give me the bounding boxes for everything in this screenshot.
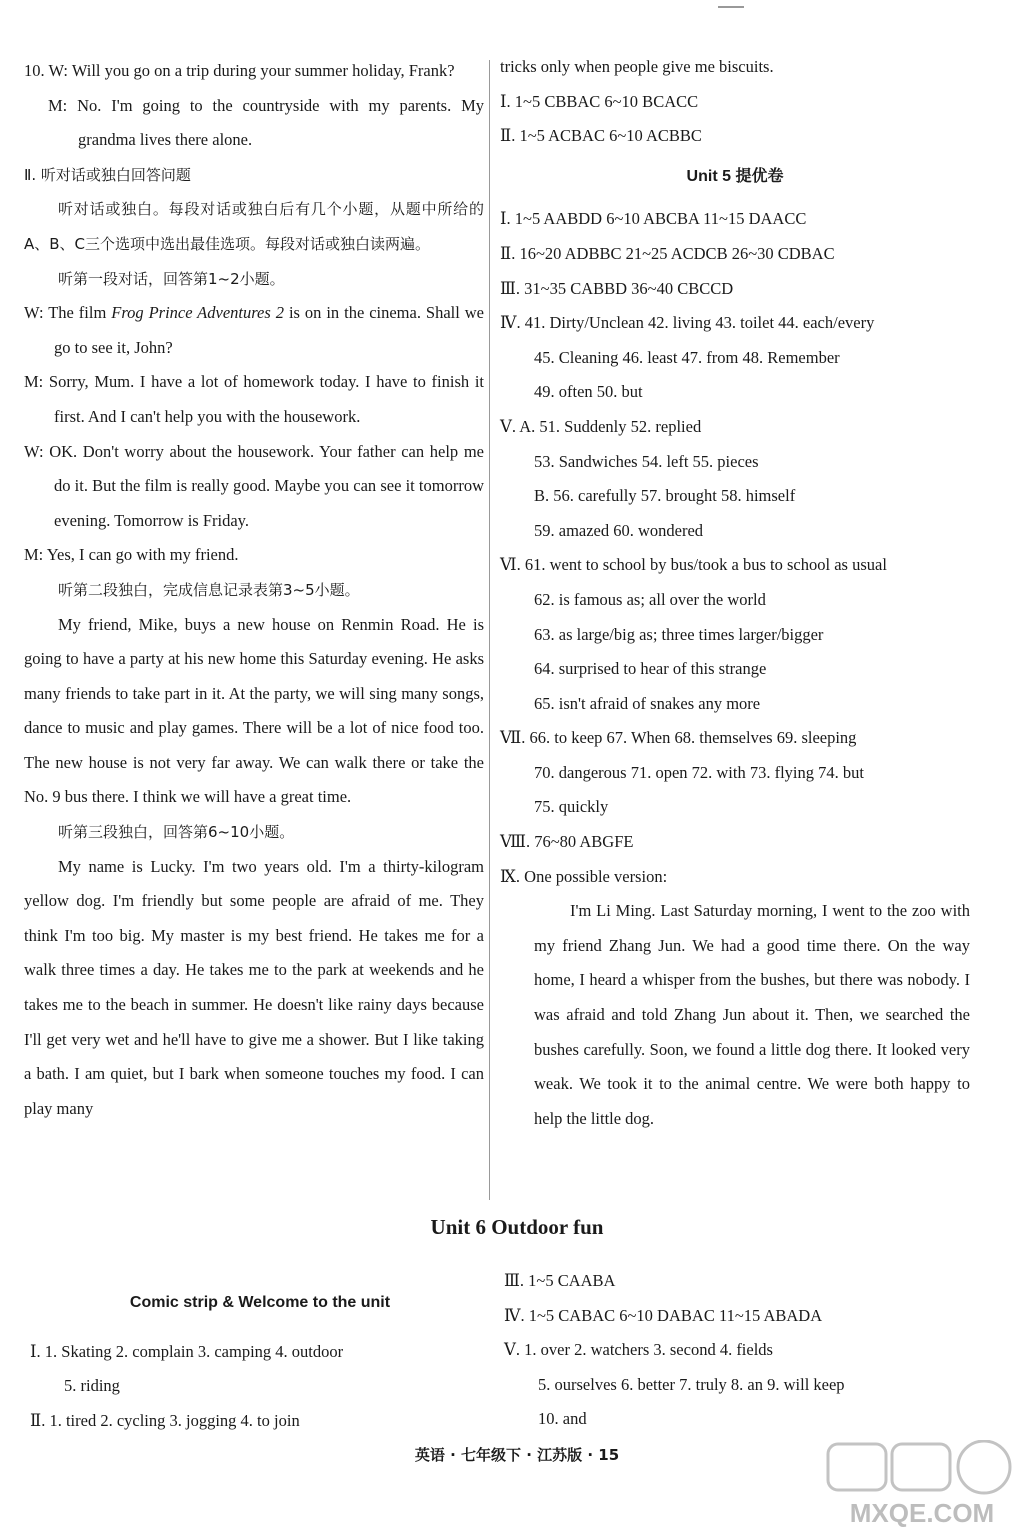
q10-man-line: M: No. I'm going to the countryside with my parents. My grandma lives there alone. bbox=[48, 95, 484, 150]
dialog1-man-1: M: Sorry, Mum. I have a lot of homework today. I have to finish it first. And I can't help you with the housework. bbox=[24, 372, 484, 426]
unit6-left-column bbox=[30, 1286, 490, 1438]
unit5-answers-7a: Ⅶ. 66. to keep 67. When 68. themselves 69. sleeping bbox=[500, 728, 857, 748]
answers-listening-2: Ⅱ. 1~5 ACBAC 6~10 ACBBC bbox=[500, 126, 702, 146]
unit5-answers-6a: Ⅵ. 61. went to school by bus/took a bus to school as usual bbox=[500, 555, 887, 575]
unit5-answers-6e: 65. isn't afraid of snakes any more bbox=[534, 693, 761, 713]
monologue-3-continued: tricks only when people give me biscuits. bbox=[500, 57, 774, 76]
section-2-instructions: 听对话或独白。每段对话或独白后有几个小题，从题中所给的A、B、C三个选项中选出最佳选项。每段对话或独白读两遍。 bbox=[24, 200, 484, 253]
top-mark bbox=[718, 6, 744, 8]
answers-listening-1: Ⅰ. 1~5 CBBAC 6~10 BCACC bbox=[500, 91, 699, 111]
unit5-answers-5b: 53. Sandwiches 54. left 55. pieces bbox=[534, 451, 759, 471]
unit6-answers-5c: 10. and bbox=[538, 1409, 587, 1429]
unit5-answers-2: Ⅱ. 16~20 ADBBC 21~25 ACDCB 26~30 CDBAC bbox=[500, 243, 835, 263]
page-footer: 英语 · 七年级下 · 江苏版 · 15 bbox=[414, 1446, 620, 1464]
unit6-answers-1a: Ⅰ. 1. Skating 2. complain 3. camping 4. outdoor bbox=[30, 1341, 344, 1361]
unit5-answers-6d: 64. surprised to hear of this strange bbox=[534, 659, 767, 679]
unit5-answers-5d: 59. amazed 60. wondered bbox=[534, 520, 704, 540]
unit5-answers-9: Ⅸ. One possible version: bbox=[500, 866, 668, 886]
unit5-answers-4a: Ⅳ. 41. Dirty/Unclean 42. living 43. toilet 44. each/every bbox=[500, 313, 875, 333]
dialog1-woman-1-a: W: The film bbox=[24, 303, 112, 323]
monologue-3: My name is Lucky. I'm two years old. I'm a thirty-kilogram yellow dog. I'm friendly but some people are afraid of me. They think I'm too big. My master is my best friend. He takes me for a walk three times a day. He takes me to the park at weekends and he takes me to the beach in summer. He doesn't like rainy days because I'll get very wet and he'll have to give me a shower. But I like taking a bath. I am quiet, but I bark when someone touches my food. I can play many bbox=[24, 856, 484, 1118]
unit6-answers-5a: Ⅴ. 1. over 2. watchers 3. second 4. fields bbox=[504, 1340, 773, 1360]
unit5-answers-5a: Ⅴ. A. 51. Suddenly 52. replied bbox=[500, 416, 702, 436]
unit5-title: Unit 5 提优卷 bbox=[686, 167, 784, 185]
watermark-logo bbox=[822, 1440, 1022, 1530]
unit6-answers-1b: 5. riding bbox=[64, 1376, 120, 1396]
column-divider bbox=[489, 60, 490, 1200]
section-2-heading: Ⅱ. 听对话或独白回答问题 bbox=[24, 165, 191, 184]
part-3-heading: 听第三段独白，回答第6~10小题。 bbox=[58, 823, 295, 842]
unit6-subtitle: Comic strip & Welcome to the unit bbox=[129, 1294, 391, 1311]
unit5-answers-4b: 45. Cleaning 46. least 47. from 48. Remember bbox=[534, 347, 840, 367]
svg-text:MXQE.COM: MXQE.COM bbox=[849, 1498, 995, 1528]
monologue-2: My friend, Mike, buys a new house on Renmin Road. He is going to have a party at his new home this Saturday evening. He asks many friends to take part in it. At the party, we will sing many songs, dance to music and play games. There will be a lot of nice food too. The new house is not very far away. We can walk there or take the No. 9 bus there. I think we will have a great time. bbox=[24, 614, 484, 807]
part-2-heading: 听第二段独白，完成信息记录表第3~5小题。 bbox=[58, 580, 360, 599]
q10-woman-line: 10. W: Will you go on a trip during your summer holiday, Frank? bbox=[24, 61, 455, 80]
dialog1-woman-1-b: is on in the cinema. Shall we go to see it, John? bbox=[54, 303, 485, 357]
unit5-answers-7c: 75. quickly bbox=[534, 797, 609, 817]
part-1-heading: 听第一段对话，回答第1~2小题。 bbox=[58, 269, 285, 288]
left-column bbox=[24, 54, 484, 1126]
unit5-answers-8: Ⅷ. 76~80 ABGFE bbox=[500, 832, 634, 852]
unit6-title: Unit 6 Outdoor fun bbox=[430, 1215, 604, 1239]
dialog1-woman-1 bbox=[24, 296, 484, 365]
model-essay: I'm Li Ming. Last Saturday morning, I went to the zoo with my friend Zhang Jun. We had a good time there. On the way home, I heard a whisper from the bushes, but there was nobody. I was afraid and told Zhang Jun about it. Then, we searched the bushes carefully. Soon, we found a little dog there. It looked very weak. We took it to the animal centre. We were both happy to help the little dog. bbox=[534, 901, 970, 1128]
unit6-answers-4: Ⅳ. 1~5 CABAC 6~10 DABAC 11~15 ABADA bbox=[504, 1305, 823, 1325]
unit5-answers-5c: B. 56. carefully 57. brought 58. himself bbox=[534, 486, 796, 506]
unit6-answers-5b: 5. ourselves 6. better 7. truly 8. an 9. will keep bbox=[538, 1374, 845, 1394]
unit5-answers-6b: 62. is famous as; all over the world bbox=[534, 589, 766, 609]
unit5-answers-6c: 63. as large/big as; three times larger/bigger bbox=[534, 624, 824, 644]
unit5-answers-4c: 49. often 50. but bbox=[534, 382, 643, 402]
unit5-answers-1: Ⅰ. 1~5 AABDD 6~10 ABCBA 11~15 DAACC bbox=[500, 209, 807, 229]
film-title: Frog Prince Adventures 2 bbox=[111, 303, 284, 323]
unit6-answers-2: Ⅱ. 1. tired 2. cycling 3. jogging 4. to join bbox=[30, 1410, 300, 1430]
right-column bbox=[500, 50, 970, 1136]
unit5-answers-7b: 70. dangerous 71. open 72. with 73. flying 74. but bbox=[534, 762, 864, 782]
dialog1-woman-2: W: OK. Don't worry about the housework. Your father can help me do it. But the film is really good. Maybe you can see it tomorrow evening. Tomorrow is Friday. bbox=[24, 441, 484, 530]
unit5-answers-3: Ⅲ. 31~35 CABBD 36~40 CBCCD bbox=[500, 278, 734, 298]
dialog1-man-2: M: Yes, I can go with my friend. bbox=[24, 545, 239, 565]
unit6-right-column bbox=[504, 1264, 974, 1437]
unit6-answers-3: Ⅲ. 1~5 CAABA bbox=[504, 1271, 616, 1290]
